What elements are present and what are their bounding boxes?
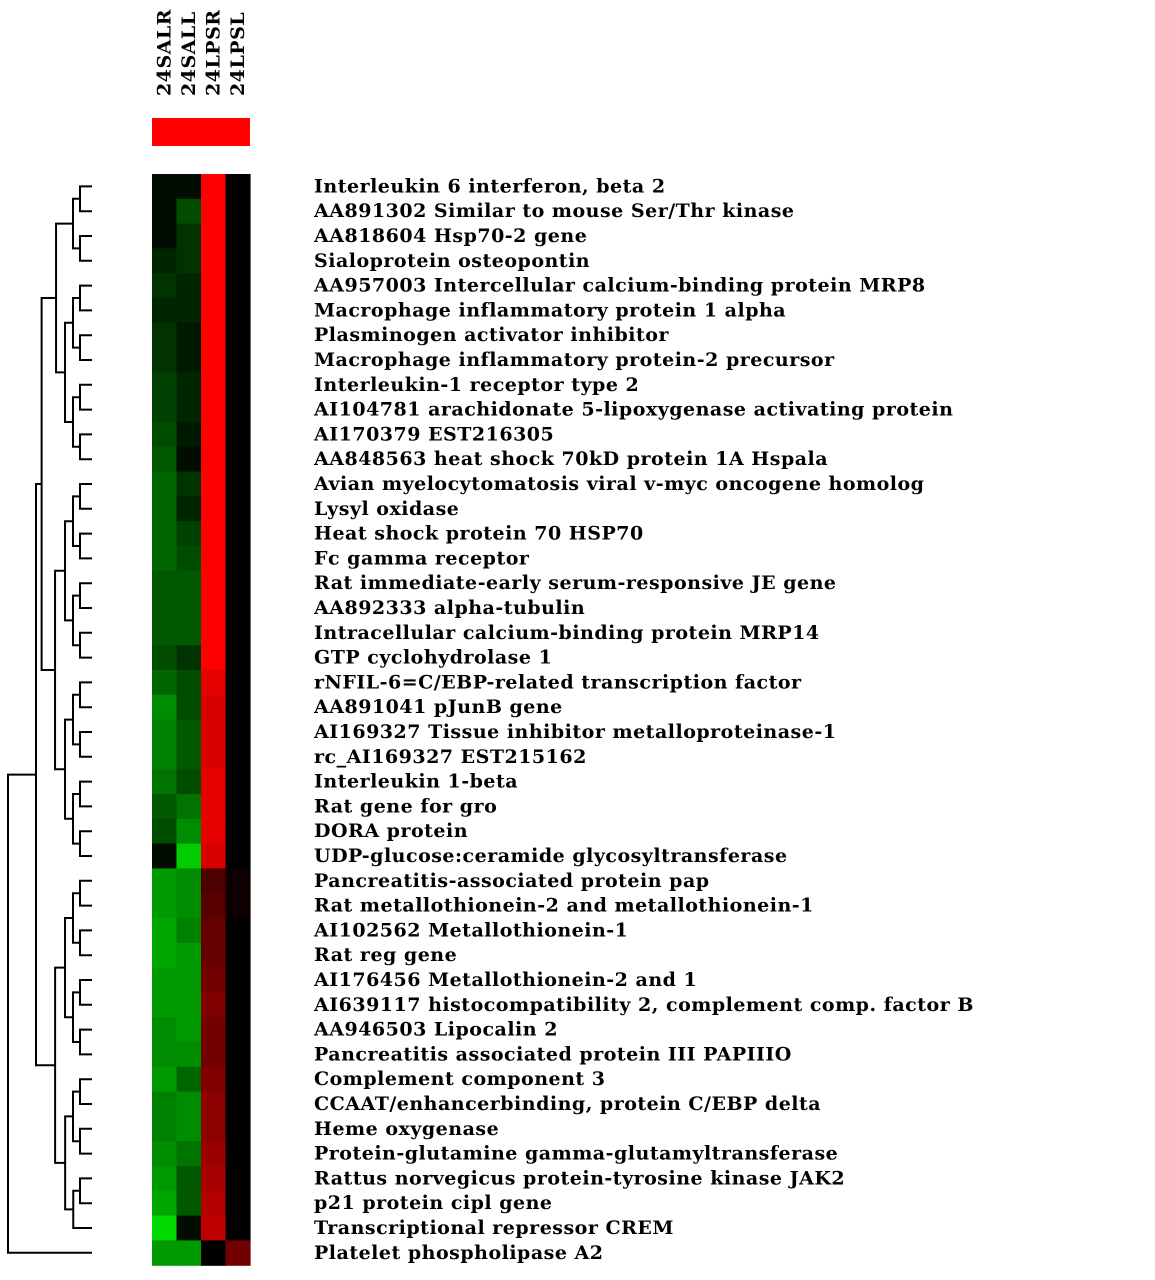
- heatmap-cell: [226, 174, 251, 199]
- gene-label: Intracellular calcium-binding protein MRP14: [314, 621, 820, 644]
- heatmap-cell: [201, 546, 226, 571]
- heatmap-cell: [152, 1216, 177, 1241]
- heatmap-cell: [152, 422, 177, 447]
- heatmap-cell: [177, 1042, 202, 1067]
- row-labels: [313, 175, 974, 1263]
- heatmap-cell: [177, 769, 202, 794]
- heatmap-cell: [226, 695, 251, 720]
- gene-label: Interleukin 6 interferon, beta 2: [314, 175, 666, 198]
- dendrogram-branch: [80, 782, 92, 807]
- heatmap-cell: [177, 918, 202, 943]
- heatmap-cell: [201, 397, 226, 422]
- heatmap-cell: [152, 521, 177, 546]
- heatmap-cell: [152, 298, 177, 323]
- heatmap-cell: [226, 918, 251, 943]
- heatmap-cell: [201, 447, 226, 472]
- heatmap-cell: [152, 372, 177, 397]
- heatmap-cell: [177, 645, 202, 670]
- gene-label: rNFIL-6=C/EBP-related transcription factor: [314, 671, 802, 694]
- gene-label: AA848563 heat shock 70kD protein 1A Hspala: [314, 448, 829, 471]
- heatmap-cell: [201, 720, 226, 745]
- heatmap-cell: [201, 1141, 226, 1166]
- heatmap-cell: [226, 199, 251, 224]
- heatmap-cell: [201, 1240, 226, 1265]
- heatmap-cell: [152, 695, 177, 720]
- heatmap-cell: [152, 571, 177, 596]
- group-color-bar: [152, 118, 250, 146]
- heatmap-cell: [177, 521, 202, 546]
- heatmap-cell: [226, 868, 251, 893]
- column-label-24salr: 24SALR: [153, 8, 176, 96]
- dendrogram-branch: [73, 397, 80, 447]
- heatmap-cell: [226, 1216, 251, 1241]
- heatmap-cell: [226, 323, 251, 348]
- heatmap-cell: [177, 1191, 202, 1216]
- heatmap-cell: [226, 348, 251, 373]
- heatmap-cell: [152, 1240, 177, 1265]
- heatmap-cell: [201, 472, 226, 497]
- heatmap-cell: [201, 422, 226, 447]
- gene-label: AI639117 histocompatibility 2, complement comp. factor B: [314, 993, 974, 1016]
- heatmap-cell: [152, 670, 177, 695]
- heatmap-cell: [201, 744, 226, 769]
- heatmap-cell: [177, 943, 202, 968]
- heatmap-cell: [177, 1240, 202, 1265]
- heatmap-cell: [177, 695, 202, 720]
- gene-label: Interleukin 1-beta: [314, 770, 519, 793]
- heatmap-cell: [152, 596, 177, 621]
- dendrogram-branch: [73, 1092, 80, 1142]
- heatmap-cell: [152, 199, 177, 224]
- heatmap-cell: [226, 546, 251, 571]
- dendrogram-branch: [80, 1079, 92, 1104]
- heatmap-cell: [201, 174, 226, 199]
- gene-label: GTP cyclohydrolase 1: [314, 646, 553, 669]
- heatmap-cell: [201, 1067, 226, 1092]
- heatmap-cell: [177, 422, 202, 447]
- dendrogram-branch: [73, 1191, 92, 1228]
- heatmap-cell: [152, 943, 177, 968]
- gene-label: DORA protein: [314, 820, 469, 843]
- heatmap-cell: [177, 720, 202, 745]
- heatmap-cell: [177, 397, 202, 422]
- heatmap-cell: [226, 372, 251, 397]
- heatmap-cell: [201, 372, 226, 397]
- heatmap-cell: [152, 1092, 177, 1117]
- heatmap-cell: [177, 298, 202, 323]
- gene-label: Protein-glutamine gamma-glutamyltransferase: [314, 1142, 839, 1165]
- dendrogram-branch: [80, 1129, 92, 1154]
- gene-label: Rat metallothionein-2 and metallothionein-1: [314, 894, 814, 917]
- heatmap-cell: [152, 496, 177, 521]
- heatmap-cell: [226, 496, 251, 521]
- heatmap-cell: [152, 620, 177, 645]
- heatmap-cell: [177, 348, 202, 373]
- heatmap-cell: [152, 174, 177, 199]
- heatmap-cell: [201, 943, 226, 968]
- gene-label: Rat gene for gro: [314, 795, 498, 818]
- heatmap-cell: [177, 273, 202, 298]
- dendrogram-branch: [80, 980, 92, 1005]
- heatmap-cell: [152, 819, 177, 844]
- gene-label: Sialoprotein osteopontin: [314, 249, 591, 272]
- heatmap-cell: [177, 546, 202, 571]
- heatmap-cell: [177, 174, 202, 199]
- heatmap-cell: [177, 472, 202, 497]
- heatmap-cell: [152, 1042, 177, 1067]
- gene-label: Rat immediate-early serum-responsive JE gene: [314, 572, 837, 595]
- heatmap-cell: [201, 1216, 226, 1241]
- heatmap-cell: [177, 447, 202, 472]
- gene-label: rc_AI169327 EST215162: [314, 745, 587, 768]
- heatmap-cell: [226, 769, 251, 794]
- heatmap-cell: [226, 720, 251, 745]
- gene-label: Heat shock protein 70 HSP70: [314, 522, 644, 545]
- heatmap-cell: [226, 298, 251, 323]
- heatmap-cell: [201, 769, 226, 794]
- heatmap-cell: [201, 868, 226, 893]
- dendrogram-branch: [80, 1178, 92, 1203]
- heatmap-cell: [177, 868, 202, 893]
- dendrogram-branch: [80, 434, 92, 459]
- heatmap-cell: [226, 1166, 251, 1191]
- heatmap-cell: [177, 1067, 202, 1092]
- gene-label: Macrophage inflammatory protein-2 precursor: [314, 349, 835, 371]
- heatmap-cell: [226, 1042, 251, 1067]
- heatmap-cell: [201, 968, 226, 993]
- gene-label: Rattus norvegicus protein-tyrosine kinase JAK2: [314, 1167, 846, 1190]
- heatmap-cell: [201, 695, 226, 720]
- heatmap-cell: [226, 992, 251, 1017]
- heatmap-cell: [152, 248, 177, 273]
- heatmap-cell: [177, 496, 202, 521]
- heatmap-cell: [226, 968, 251, 993]
- heatmap-cell: [152, 918, 177, 943]
- dendrogram-branch: [55, 571, 65, 769]
- heatmap-cell: [201, 571, 226, 596]
- heatmap-cell: [177, 1017, 202, 1042]
- heatmap-cell: [152, 472, 177, 497]
- dendrogram-branch: [80, 1030, 92, 1055]
- heatmap-cell: [152, 447, 177, 472]
- gene-label: UDP-glucose:ceramide glycosyltransferase: [314, 845, 788, 867]
- heatmap-cell: [226, 1191, 251, 1216]
- heatmap-cell: [226, 273, 251, 298]
- dendrogram-branch: [65, 918, 73, 1017]
- heatmap-cell: [226, 645, 251, 670]
- gene-label: Transcriptional repressor CREM: [314, 1217, 674, 1239]
- heatmap-cells: [152, 174, 251, 1266]
- column-label-24sall: 24SALL: [177, 11, 200, 96]
- column-label-24lpsl: 24LPSL: [226, 11, 249, 96]
- heatmap-cell: [201, 1092, 226, 1117]
- heatmap-cell: [201, 620, 226, 645]
- heatmap-cell: [226, 422, 251, 447]
- gene-label: AI104781 arachidonate 5-lipoxygenase activating protein: [314, 398, 954, 421]
- heatmap-cell: [226, 521, 251, 546]
- heatmap-cell: [152, 844, 177, 869]
- heatmap-cell: [201, 248, 226, 273]
- dendrogram-branch: [73, 893, 80, 943]
- gene-label: AA946503 Lipocalin 2: [314, 1018, 558, 1041]
- heatmap-cell: [201, 1042, 226, 1067]
- heatmap-cell: [152, 794, 177, 819]
- heatmap-cell: [177, 620, 202, 645]
- heatmap-cell: [177, 1216, 202, 1241]
- heatmap-cell: [201, 670, 226, 695]
- heatmap-cell: [177, 1141, 202, 1166]
- heatmap-cell: [177, 571, 202, 596]
- dendrogram-branch: [80, 484, 92, 509]
- heatmap-cell: [177, 992, 202, 1017]
- heatmap-cell: [177, 1166, 202, 1191]
- heatmap-cell: [152, 224, 177, 249]
- dendrogram-branch: [65, 323, 73, 422]
- gene-label: Interleukin-1 receptor type 2: [314, 373, 640, 396]
- heatmap-cell: [226, 794, 251, 819]
- heatmap-cell: [226, 596, 251, 621]
- heatmap-cell: [226, 1141, 251, 1166]
- gene-label: Platelet phospholipase A2: [314, 1241, 604, 1264]
- dendrogram-branch: [55, 968, 65, 1163]
- gene-label: AI169327 Tissue inhibitor metalloproteinase-1: [314, 721, 837, 743]
- heatmap-cell: [226, 670, 251, 695]
- dendrogram-branch: [80, 335, 92, 360]
- gene-label: Lysyl oxidase: [314, 497, 460, 520]
- gene-label: Heme oxygenase: [314, 1117, 500, 1140]
- heatmap-cell: [152, 992, 177, 1017]
- dendrogram-branch: [80, 236, 92, 261]
- gene-label: AI170379 EST216305: [314, 423, 555, 446]
- dendrogram-branch: [73, 298, 80, 348]
- gene-label: CCAAT/enhancerbinding, protein C/EBP delta: [314, 1093, 822, 1115]
- heatmap-cell: [201, 1017, 226, 1042]
- heatmap-cell: [152, 769, 177, 794]
- heatmap-cell: [226, 1116, 251, 1141]
- dendrogram-branch: [80, 881, 92, 906]
- heatmap-cell: [152, 273, 177, 298]
- dendrogram-branch: [80, 682, 92, 707]
- heatmap-cell: [201, 273, 226, 298]
- heatmap-cell: [226, 844, 251, 869]
- heatmap-cell: [152, 1116, 177, 1141]
- heatmap-cell: [152, 546, 177, 571]
- heatmap-cell: [226, 620, 251, 645]
- heatmap-cell: [177, 323, 202, 348]
- dendrogram-branch: [42, 298, 56, 670]
- dendrogram-branch: [80, 583, 92, 608]
- heatmap-cell: [177, 670, 202, 695]
- heatmap-cell: [152, 348, 177, 373]
- heatmap-cell: [226, 1017, 251, 1042]
- heatmap-cell: [201, 1116, 226, 1141]
- gene-label: AA891302 Similar to mouse Ser/Thr kinase: [314, 200, 795, 223]
- heatmap-cell: [226, 943, 251, 968]
- heatmap-cell: [177, 819, 202, 844]
- heatmap-cell: [226, 819, 251, 844]
- gene-label: Pancreatitis-associated protein pap: [314, 869, 710, 892]
- heatmap-cell: [177, 893, 202, 918]
- heatmap-cell: [177, 224, 202, 249]
- dendrogram-branch: [80, 385, 92, 410]
- heatmap-cell: [226, 1240, 251, 1265]
- heatmap-cell: [226, 571, 251, 596]
- heatmap-cell: [177, 199, 202, 224]
- dendrogram-branch: [80, 633, 92, 658]
- dendrogram-branch: [80, 186, 92, 211]
- heatmap-cell: [152, 744, 177, 769]
- heatmap-cell: [201, 794, 226, 819]
- heatmap-cell: [201, 496, 226, 521]
- column-labels: [153, 9, 249, 96]
- heatmap-cell: [177, 1116, 202, 1141]
- heatmap-cell: [177, 596, 202, 621]
- heatmap-cell: [201, 224, 226, 249]
- heatmap-cell: [201, 298, 226, 323]
- heatmap-cell: [201, 1166, 226, 1191]
- heatmap-cell: [201, 1191, 226, 1216]
- heatmap-cell: [177, 744, 202, 769]
- dendrogram-branch: [73, 695, 80, 745]
- heatmap-cell: [177, 248, 202, 273]
- heatmap-cell: [226, 472, 251, 497]
- heatmap-cell: [152, 720, 177, 745]
- heatmap-cell: [226, 744, 251, 769]
- heatmap-cell: [152, 1017, 177, 1042]
- gene-label: p21 protein cipl gene: [314, 1192, 553, 1215]
- heatmap-cell: [152, 968, 177, 993]
- heatmap-cell: [177, 372, 202, 397]
- dendrogram-branch: [80, 534, 92, 559]
- heatmap-cell: [152, 645, 177, 670]
- gene-label: AA892333 alpha-tubulin: [314, 597, 586, 619]
- dendrogram-branch: [80, 286, 92, 311]
- gene-label: AA891041 pJunB gene: [314, 696, 563, 719]
- gene-label: Macrophage inflammatory protein 1 alpha: [314, 299, 787, 322]
- heatmap-cell: [226, 1092, 251, 1117]
- dendrogram-branch: [80, 831, 92, 856]
- heatmap-cell: [201, 323, 226, 348]
- heatmap-cell: [152, 1067, 177, 1092]
- column-label-24lpsr: 24LPSR: [202, 9, 225, 96]
- heatmap-cell: [152, 1166, 177, 1191]
- gene-label: Pancreatitis associated protein III PAPIIIO: [314, 1043, 792, 1066]
- dendrogram-branch: [36, 484, 55, 1065]
- heatmap-cell: [152, 1191, 177, 1216]
- dendrogram-branch: [73, 992, 80, 1042]
- heatmap-cell: [152, 893, 177, 918]
- heatmap-cell: [201, 992, 226, 1017]
- heatmap-cell: [177, 1092, 202, 1117]
- gene-label: Avian myelocytomatosis viral v-myc oncogene homolog: [314, 473, 925, 495]
- heatmap-cell: [177, 968, 202, 993]
- heatmap-cell: [152, 323, 177, 348]
- heatmap-cell: [152, 868, 177, 893]
- heatmap-cell: [226, 224, 251, 249]
- dendrogram-branch: [80, 930, 92, 955]
- dendrogram-branch: [73, 596, 80, 646]
- heatmap-cell: [226, 893, 251, 918]
- gene-label: AI102562 Metallothionein-1: [314, 919, 629, 942]
- heatmap-cell: [177, 844, 202, 869]
- heatmap-cell: [201, 893, 226, 918]
- gene-label: Rat reg gene: [314, 944, 458, 967]
- heatmap-cell: [226, 1067, 251, 1092]
- heatmap-cell: [201, 348, 226, 373]
- heatmap-cell: [226, 447, 251, 472]
- gene-label: AA957003 Intercellular calcium-binding protein MRP8: [314, 274, 926, 297]
- heatmap-cell: [177, 794, 202, 819]
- group-bar: [152, 118, 250, 146]
- heatmap-cell: [201, 918, 226, 943]
- dendrogram-branch: [65, 720, 73, 819]
- heatmap-cell: [152, 1141, 177, 1166]
- heatmap-cell: [201, 645, 226, 670]
- gene-label: AI176456 Metallothionein-2 and 1: [314, 969, 698, 991]
- heatmap-cell: [226, 397, 251, 422]
- gene-label: Complement component 3: [314, 1068, 606, 1091]
- gene-label: Plasminogen activator inhibitor: [314, 324, 669, 347]
- heatmap-cell: [201, 819, 226, 844]
- heatmap-cell: [201, 199, 226, 224]
- dendrogram: [8, 186, 92, 1252]
- heatmap-cell: [226, 248, 251, 273]
- dendrogram-branch: [80, 732, 92, 757]
- gene-label: Fc gamma receptor: [314, 547, 530, 570]
- gene-label: AA818604 Hsp70-2 gene: [314, 225, 588, 247]
- heatmap-cell: [201, 596, 226, 621]
- heatmap-cell: [152, 397, 177, 422]
- heatmap-cell: [201, 844, 226, 869]
- dendrogram-branch: [73, 794, 80, 844]
- dendrogram-branch: [65, 521, 73, 620]
- dendrogram-branch: [73, 199, 80, 249]
- dendrogram-branch: [73, 496, 80, 546]
- heatmap-cell: [201, 521, 226, 546]
